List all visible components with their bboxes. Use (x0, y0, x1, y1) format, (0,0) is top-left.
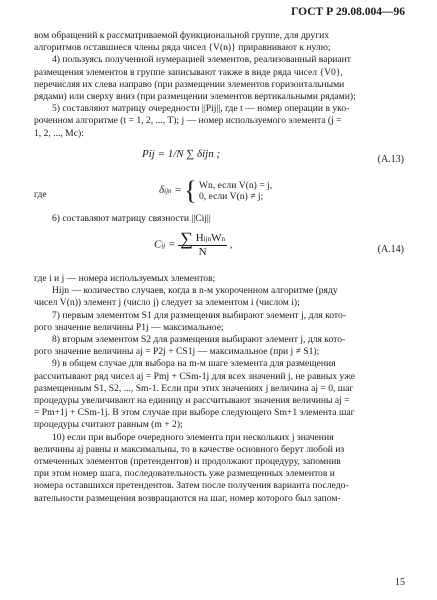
text-line: номера оставшихся претендентов. Затем после получения варианта последо- (34, 480, 349, 492)
text-line: = Pm+1j + CSm-1j. В этом случае при выборе следующего Sm+1 элемента шаг (34, 407, 355, 419)
text-line: величины aj равны и максимальны, то в качестве основного берут любой из (34, 443, 345, 455)
formula-delta: где δijn = { Wn, если V(n) = j, 0, если V(n) ≠ j; (34, 175, 273, 205)
text-line: 7) первым элементом S1 для размещения выбирают элемент j, для кото- (52, 309, 346, 321)
text-line: 4) пользуясь полученной нумерацией элементов, реализованный вариант (52, 54, 351, 66)
text-line: рого значение величины P1j — максимальное; (34, 321, 224, 333)
text-line: при этом номер шага, последовательность уже размещенных элементов и (34, 468, 335, 480)
text-line: отмеченных элементов (претендентов) и продолжают процедуру, запомнив (34, 456, 341, 468)
formula-a13 (34, 145, 404, 175)
text-line: перечисляя их слева направо (при размещении элементов горизонтальными (34, 78, 345, 90)
formula-a13-text: Pij = 1/N ∑ δijn ; (142, 147, 221, 160)
text-line: 5) составляют матрицу очередности ||Pij||, где t — номер операции в уко- (52, 103, 350, 115)
formula-a13-number: (А.13) (377, 153, 404, 165)
standard-code-header: ГОСТ Р 29.08.004—96 (291, 6, 405, 18)
document-body (34, 30, 404, 505)
text-line: размещения элементов в группе записывают также в виде ряда чисел {V0}, (34, 66, 343, 78)
where-label: где (34, 188, 47, 200)
text-line: вательности размещения возвращаются на шаг, номер которого был запом- (34, 492, 341, 504)
text-line: 8) вторым элементом S2 для размещения выбирают элемент j, для кото- (52, 334, 346, 346)
text-line: роченном алгоритме (t = 1, 2, ..., T); j — номер используемого элемента (j = (34, 115, 342, 127)
text-line: рого значение величины aj = P2j + CS1j — максимальное (при j ≠ S1); (34, 346, 320, 358)
formula-a14-number: (А.14) (377, 244, 404, 256)
text-line: 6) составляют матрицу связности ||Cij|| (52, 212, 211, 224)
text-line: чисел V(n)) элемент j (число j) следует за элементом i (числом i); (34, 297, 300, 309)
delta-case-2: 0, если V(n) ≠ j; (199, 190, 264, 202)
text-line: 10) если при выборе очередного элемента при нескольких j значения (52, 431, 334, 443)
delta-case-1: Wn, если V(n) = j, (199, 179, 273, 191)
text-line: 1, 2, ..., Mc): (34, 127, 84, 139)
text-line: алгоритмов оставшиеся члены ряда чисел {V(n)} приравнивают к нулю; (34, 42, 331, 54)
text-line: рядами) или сверху вниз (при размещении элементов вертикальными рядами); (34, 91, 356, 103)
text-line: размещенным S1, S2, ..., Sm-1. Если при этих значениях j величина aj = 0, шаг (34, 382, 354, 394)
text-line: 9) в общем случае для выбора на m-м шаге элемента для размещения (52, 358, 336, 370)
text-line: процедуры считают равным (m + 2); (34, 419, 183, 431)
text-line: вом обращений к рассматриваемой функциональной группе, для других (34, 30, 330, 41)
text-line: где i и j — номера используемых элементов; (34, 273, 216, 285)
text-line: Hijn — количество случаев, когда в n-м укороченном алгоритме (рядy (52, 285, 338, 297)
text-line: процедуры увеличивают на единицу и рассчитывают значения величины aj = (34, 395, 350, 407)
formula-a14: Cij = $\frac{\text{∑ HijnWn}}{N}$ , (А.14) (154, 228, 404, 259)
text-line: рассчитывают ряд чисел aj = Pmj + CSm-1j для всех значений j, не равных уже (34, 370, 355, 382)
page-number: 15 (395, 577, 405, 588)
